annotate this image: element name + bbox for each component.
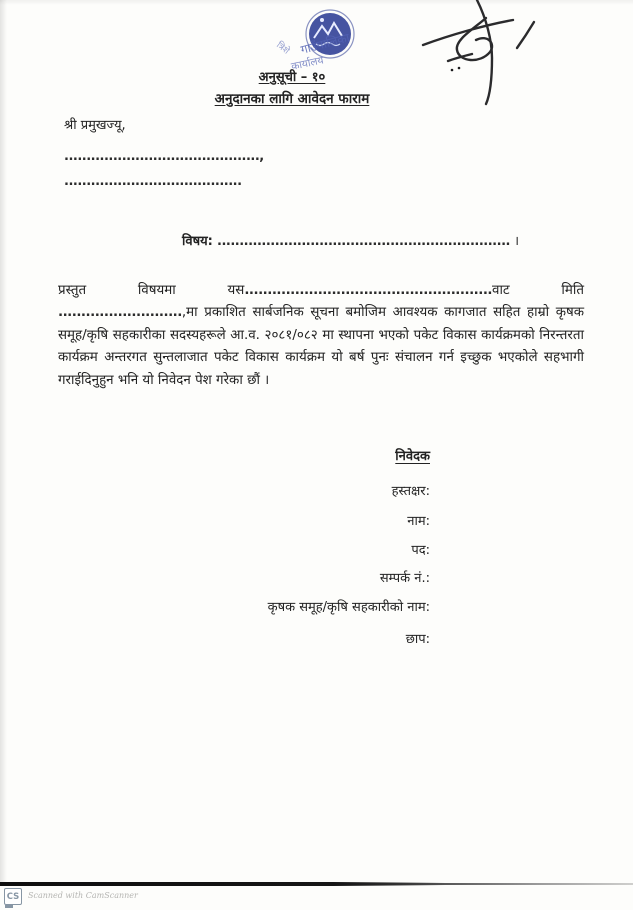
signature-dot [451, 69, 454, 72]
signature-stroke-slash [517, 22, 534, 48]
scan-divider-line-dark [0, 882, 445, 886]
signature-dot [458, 67, 461, 70]
stamp-arc-text-left: त्रिशे [274, 40, 291, 57]
field-label-group-name: कृषक समूह/कृषि सहकारीको नाम: [267, 600, 430, 615]
subject-line [182, 231, 519, 249]
subject-end-danda: । [514, 234, 520, 249]
body-segment: वाट मिति [492, 283, 585, 298]
address-fill-line-2: ........................................ [64, 174, 242, 189]
camscanner-logo-bar [5, 905, 13, 908]
body-fill-dots-2: ........................... [58, 305, 182, 321]
headings-block [172, 67, 412, 107]
body-segment: प्रस्तुत विषयमा यस [58, 283, 245, 298]
stamp-sun-glyph [320, 18, 324, 22]
subject-fill-dots: .................................................................. [217, 234, 510, 249]
stamp-arc-text-office: कार्यालय [290, 54, 325, 73]
camscanner-watermark-text: Scanned with CamScanner [28, 891, 138, 900]
annex-heading: अनुसूची – १० [258, 70, 326, 85]
field-label-name: नाम: [407, 514, 430, 529]
applicant-title-text: निवेदक [395, 449, 430, 464]
camscanner-logo-icon: CS [4, 888, 22, 905]
field-label-signature: हस्तक्षर: [391, 484, 430, 499]
body-paragraph [58, 280, 584, 392]
address-fill-line-1: ............................................, [64, 149, 264, 164]
stamp-arc-text-municipality: गाउँपालिका [299, 30, 352, 57]
scan-edge-shadow [0, 0, 7, 884]
body-fill-dots-1: ...................................................... [244, 283, 493, 298]
subject-label: विषय: [182, 234, 213, 249]
field-label-contact-number: सम्पर्क नं.: [379, 571, 430, 586]
form-title-heading: अनुदानका लागि आवेदन फाराम [214, 91, 370, 107]
applicant-section-title [130, 446, 430, 464]
field-label-seal: छाप: [405, 632, 430, 647]
body-segment: ,मा प्रकाशित सार्बजनिक सूचना बमोजिम आवश्यक कागजात सहित हाम्रो कृषक समूह/कृषि सहकारीका सदस्यहरूले आ.व. २०८१/०८२ मा स्थापना भएको पकेट विकास कार्यक्रमको निरन्तरता कार्यक्रम अन्तरगत सुन्तलाजात पकेट विकास कार्यक्रम यो बर्ष पुनः संचालन गर्न इच्छुक भएकोले सहभागी गराईदिनुहुन भनि यो निवेदन पेश गरेका छौं । [58, 305, 584, 388]
field-label-position: पद: [411, 543, 430, 558]
signature-scrawl [413, 0, 539, 110]
salutation: श्री प्रमुखज्यू, [64, 118, 126, 133]
